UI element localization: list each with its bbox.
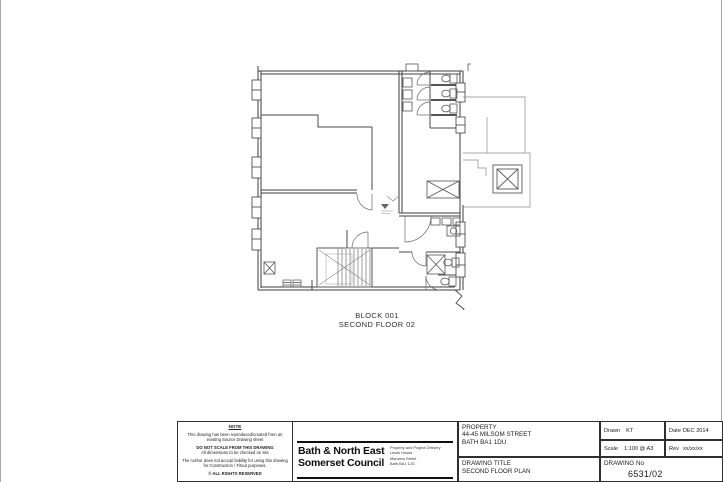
drawn-value: KT — [626, 427, 634, 434]
drawing-title-label: DRAWING TITLE — [462, 460, 511, 467]
plan-label-block — [277, 311, 477, 329]
council-addr2: Manvers Street — [390, 455, 417, 461]
council-address — [390, 445, 441, 467]
drawing-no-cell — [600, 457, 723, 482]
interior-walls — [261, 71, 460, 290]
plan-block-number: BLOCK 001 — [355, 311, 399, 320]
right-page-edge — [721, 0, 722, 482]
vent-marker-icon — [381, 196, 399, 214]
annex-outline — [463, 97, 530, 207]
drawn-label: Drawn — [604, 427, 621, 434]
notes-box — [177, 421, 293, 482]
scale-label: Scale — [604, 445, 618, 452]
note-paragraph-1: This drawing has been reproduced/created from an existing Source Drawing sheet — [187, 432, 283, 442]
logo-rule-top — [297, 441, 453, 443]
drawing-no-value: 6531/02 — [628, 469, 663, 479]
property-label: PROPERTY — [462, 424, 497, 431]
drawing-title-value: SECOND FLOOR PLAN — [462, 467, 531, 475]
note-warning-2: All dimensions to be checked on site — [201, 450, 269, 455]
council-name-line1: Bath & North East — [298, 445, 385, 457]
property-box — [458, 421, 600, 457]
shower-icon — [427, 255, 445, 274]
council-logo-box — [292, 421, 458, 482]
council-dept: Property and Project Delivery — [390, 445, 441, 450]
drawing-no-label: DRAWING No — [604, 460, 644, 467]
logo-rule-bottom — [297, 477, 453, 479]
break-line — [455, 290, 464, 310]
council-name — [298, 446, 384, 469]
rev-label: Rev — [669, 445, 679, 452]
lift-shaft-icon — [493, 165, 522, 193]
rev-cell — [665, 440, 723, 457]
plan-floor-number: SECOND FLOOR 02 — [338, 320, 416, 329]
property-address-2: BATH BA1 1DU — [462, 438, 507, 446]
scale-value: 1:100 @ A3 — [624, 445, 654, 452]
drawn-cell — [600, 421, 665, 440]
note-warning-1: DO NOT SCALE FROM THIS DRAWING — [196, 445, 274, 450]
floor-plan-drawing — [240, 50, 540, 310]
council-addr3: Bath BA1 1JG — [390, 461, 415, 467]
radiator-icon — [283, 280, 301, 287]
date-cell — [665, 421, 723, 440]
staircase — [317, 248, 372, 287]
note-heading: NOTE — [228, 424, 242, 429]
date-label: Date — [669, 427, 681, 434]
date-value: DEC 2014 — [682, 427, 709, 434]
window-icons — [252, 80, 465, 277]
drawing-title-cell — [458, 457, 600, 482]
note-rights: © ALL RIGHTS RESERVED — [208, 471, 262, 476]
council-addr1: Lewis House — [390, 450, 413, 456]
council-name-line2: Somerset Council — [298, 456, 385, 469]
wc-partitions — [431, 85, 457, 115]
property-address-1: 44-45 MILSOM STREET — [462, 431, 532, 439]
note-paragraph-2: The Author does not accept liability for using this drawing for Construction / Fitout purposes. — [182, 458, 288, 468]
duct-riser-icon — [264, 181, 459, 274]
left-page-edge — [0, 0, 1, 482]
scale-cell — [600, 440, 665, 457]
rev-value: xx/xx/xx — [682, 445, 703, 452]
